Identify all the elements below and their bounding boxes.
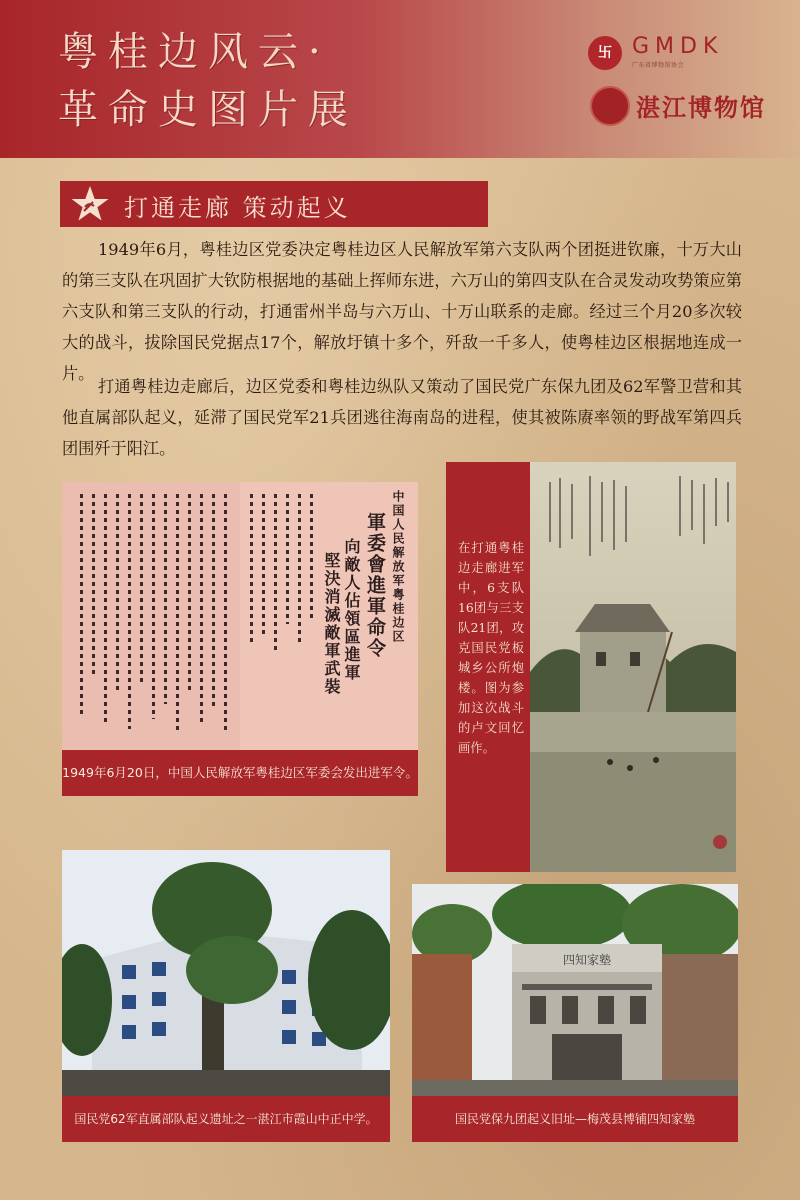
school-building-illustration (62, 850, 390, 1096)
document-left-page (62, 482, 240, 750)
section-title: 打通走廊 策动起义 (124, 194, 351, 222)
gmdk-logo (588, 36, 748, 76)
header-banner (0, 0, 800, 158)
military-order-document-photo (62, 482, 418, 750)
blockhouse-painting-illustration (530, 462, 736, 872)
document-heading-line-3: 向敵人佔領區進軍 (342, 538, 361, 682)
painting-description-panel (446, 462, 530, 872)
gmdk-seal-icon: 卐 (588, 36, 622, 70)
document-heading-line-4: 堅決消滅敵軍武裝 (322, 552, 341, 696)
museum-logo (590, 86, 780, 128)
museum-seal-icon (590, 86, 630, 126)
gmdk-abbreviation: GMDK (632, 34, 724, 59)
body-paragraph-1: 1949年6月，粤桂边区党委决定粤桂边区人民解放军第六支队两个团挺进钦廉，十万大山的第三支队在巩固扩大钦防根据地的基础上挥师东进，六万山的第四支队在合灵发动攻势策应第六支队和第三支队的行动，打通雷州半岛与六万山、十万山联系的走廊。经过三个月20多次较大的战斗，拔除国民党据点17个，解放圩镇十多个，歼敌一千多人，使粤桂边区根据地连成一片。 (62, 240, 742, 383)
document-right-page (240, 482, 418, 750)
painting-description: 在打通粤桂边走廊进军中，6支队16团与三支队21团，攻克国民党板城乡公所炮楼。图为参加这次战斗的卢文回忆画作。 (458, 541, 524, 755)
museum-name: 湛江博物馆 (636, 93, 766, 122)
red-star-emblem-icon (70, 184, 110, 224)
house-caption: 国民党保九团起义旧址—梅茂县博铺四知家塾 (412, 1096, 738, 1142)
document-heading-line-1: 中国人民解放军粤桂边区 (391, 490, 405, 644)
old-house-illustration (412, 884, 738, 1096)
gmdk-subtitle: 广东省博物馆协会 (632, 62, 685, 69)
exhibition-title-line2: 革命史图片展 (58, 87, 358, 133)
zhongzheng-middle-school-photo (62, 850, 390, 1096)
house-sign-text: 四知家塾 (562, 953, 612, 967)
sizhi-family-school-photo (412, 884, 738, 1096)
exhibition-title-line1: 粤桂边风云· (58, 29, 331, 75)
body-paragraph-2: 打通粤桂边走廊后，边区党委和粤桂边纵队又策动了国民党广东保九团及62军警卫营和其他直属部队起义，延滞了国民党军21兵团逃往海南岛的进程，使其被陈赓率领的野战军第四兵团围歼于阳江。 (62, 377, 742, 458)
section-banner (60, 181, 488, 227)
school-caption: 国民党62军直属部队起义遗址之一湛江市霞山中正中学。 (62, 1096, 390, 1142)
battle-painting (530, 462, 736, 872)
document-caption: 1949年6月20日，中国人民解放军粤桂边区军委会发出进军令。 (62, 750, 418, 796)
document-heading-line-2: 軍委會進軍命令 (364, 512, 386, 659)
